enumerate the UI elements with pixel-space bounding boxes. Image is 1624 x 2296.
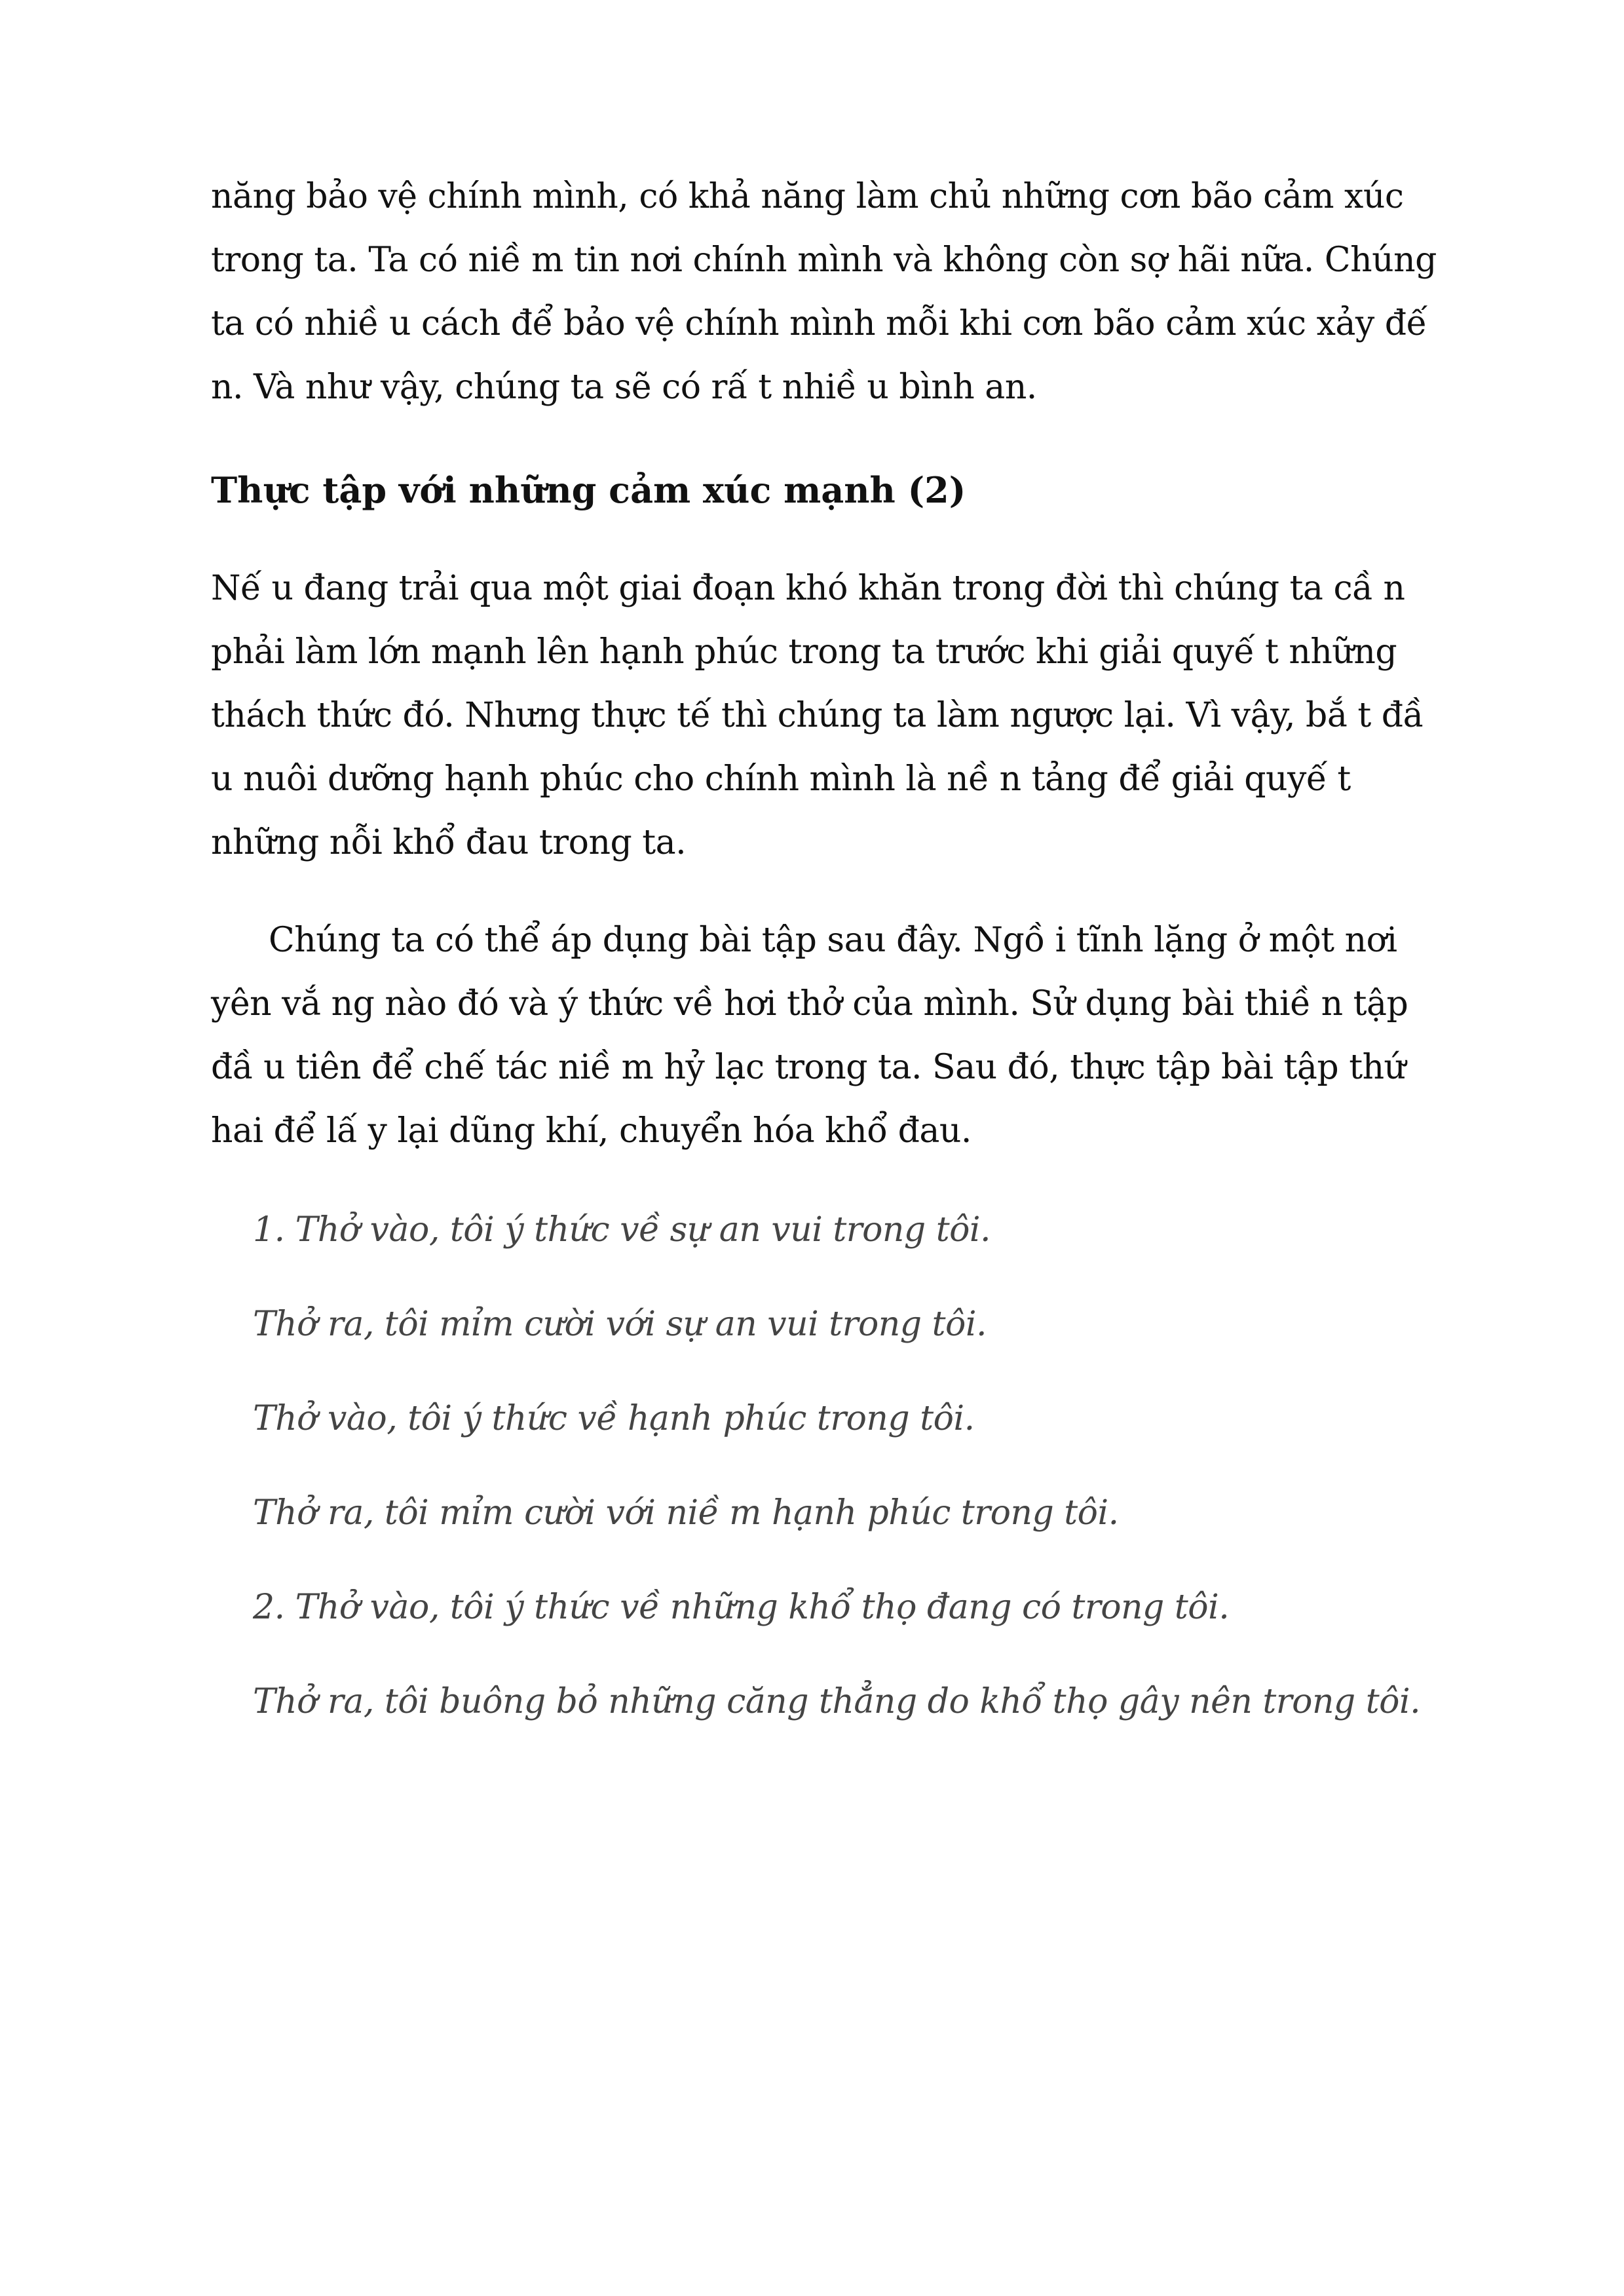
verse-line: 1. Thở vào, tôi ý thức về sự an vui trong tôi.: [253, 1210, 991, 1250]
verse-line: 2. Thở vào, tôi ý thức về những khổ thọ đang có trong tôi.: [253, 1588, 1230, 1627]
verse-line: Thở ra, tôi mỉm cười với sự an vui trong tôi.: [253, 1305, 987, 1344]
verse-block: [253, 1202, 1443, 1729]
verse-line: Thở ra, tôi buông bỏ những căng thẳng do khổ thọ gây nên trong tôi.: [253, 1682, 1421, 1721]
paragraph-intro: Nế u đang trải qua một giai đoạn khó khăn trong đời thì chúng ta cầ n phải làm lớn mạnh lên hạnh phúc trong ta trước khi giải quyế t những thách thức đó. Nhưng thực tế thì chúng ta làm ngược lại. Vì vậy, bắ t đầ u nuôi dưỡng hạnh phúc cho chính mình là nề n tảng để giải quyế t những nỗi khổ đau trong ta.: [211, 569, 1424, 862]
verse-line: Thở vào, tôi ý thức về hạnh phúc trong tôi.: [253, 1399, 975, 1438]
paragraph-exercise: Chúng ta có thể áp dụng bài tập sau đây. Ngồ i tĩnh lặng ở một nơi yên vắ ng nào đó và ý thức về hơi thở của mình. Sử dụng bài thiề n tập đầ u tiên để chế tác niề m hỷ lạc trong ta. Sau đó, thực tập bài tập thứ hai để lấ y lại dũng khí, chuyển hóa khổ đau.: [211, 921, 1408, 1151]
paragraph-continuation: năng bảo vệ chính mình, có khả năng làm chủ những cơn bão cảm xúc trong ta. Ta có niề m tin nơi chính mình và không còn sợ hãi nữa. Chúng ta có nhiề u cách để bảo vệ chính mình mỗi khi cơn bão cảm xúc xảy đế n. Và như vậy, chúng ta sẽ có rấ t nhiề u bình an.: [211, 177, 1437, 407]
document-page: [211, 165, 1443, 1769]
section-heading: Thực tập với những cảm xúc mạnh (2): [211, 469, 966, 511]
verse-line: Thở ra, tôi mỉm cười với niề m hạnh phúc trong tôi.: [253, 1493, 1119, 1533]
